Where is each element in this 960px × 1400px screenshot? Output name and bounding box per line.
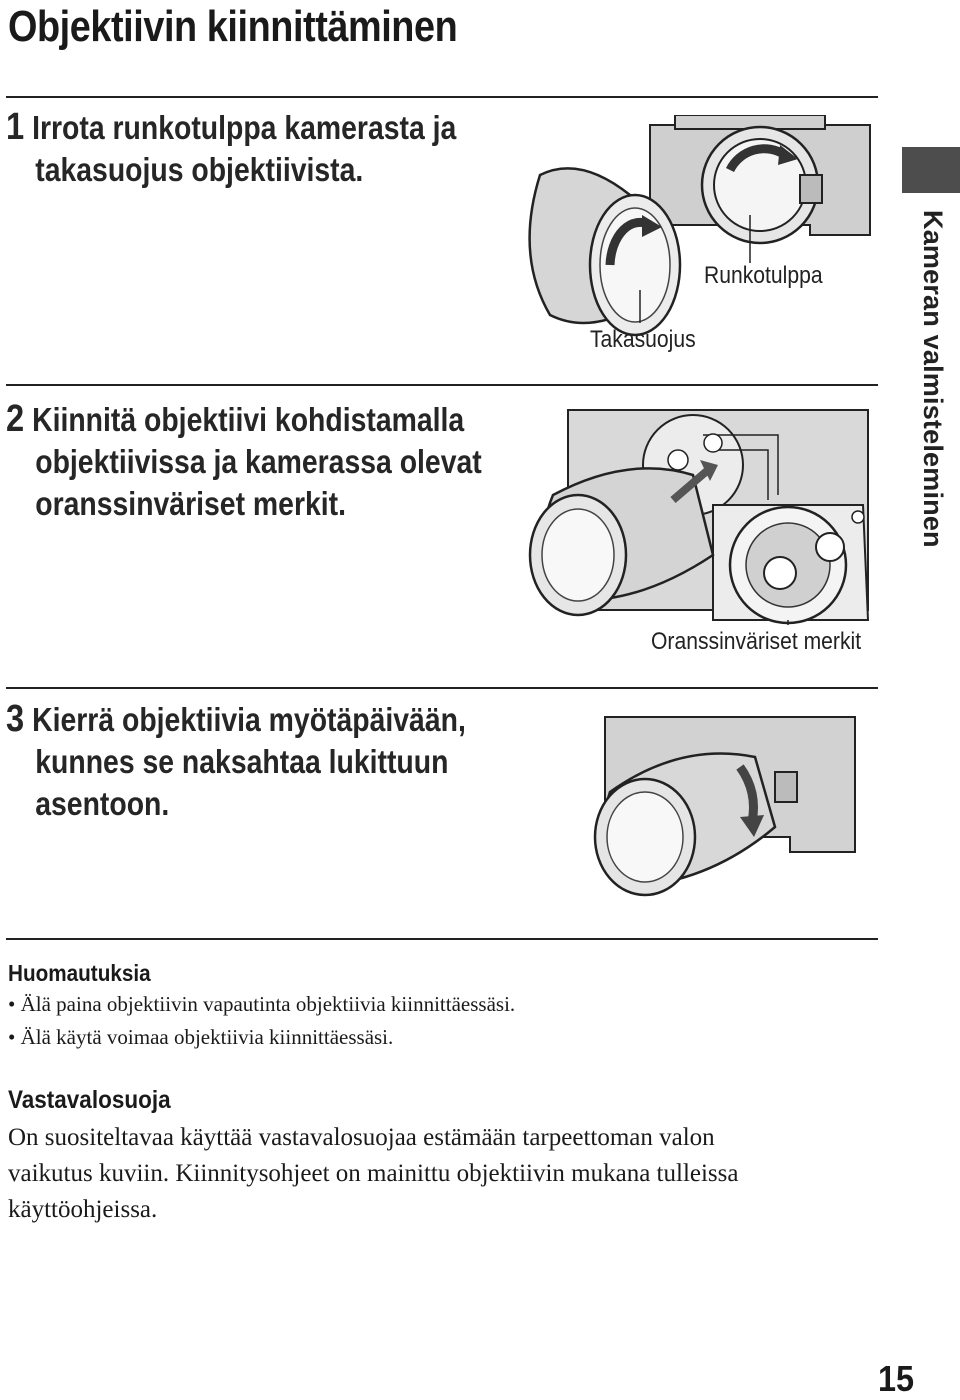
divider xyxy=(6,384,878,386)
illustration-align-marks xyxy=(518,405,880,625)
paragraph-line: käyttöohjeissa. xyxy=(8,1196,158,1223)
step-3 xyxy=(6,698,466,825)
note-item: • Älä käytä voimaa objektiivia kiinnittäessäsi. xyxy=(8,1025,394,1049)
page-title: Objektiivin kiinnittäminen xyxy=(8,2,458,51)
illustration-rotate-lens xyxy=(590,712,860,897)
body-cap-label: Runkotulppa xyxy=(704,262,823,289)
lens-hood-paragraph xyxy=(8,1120,888,1228)
step-text: Irrota runkotulppa kamerasta ja xyxy=(32,109,457,146)
step-2 xyxy=(6,398,482,525)
rear-cap-label: Takasuojus xyxy=(590,326,696,353)
step-text: kunnes se naksahtaa lukittuun xyxy=(35,743,449,780)
notes-heading: Huomautuksia xyxy=(8,960,151,986)
orange-mark-icon xyxy=(816,533,844,561)
note-item: • Älä paina objektiivin vapautinta objektiivia kiinnittäessäsi. xyxy=(8,992,516,1016)
paragraph-line: vaikutus kuviin. Kiinnitysohjeet on mainittu objektiivin mukana tulleissa xyxy=(8,1160,739,1187)
lens-hood-heading: Vastavalosuoja xyxy=(8,1086,171,1114)
step-text: asentoon. xyxy=(35,785,170,822)
orange-marks-label: Oranssinväriset merkit xyxy=(651,628,862,655)
note-text: Älä paina objektiivin vapautinta objektiivia kiinnittäessäsi. xyxy=(20,992,516,1016)
paragraph-line: On suositeltavaa käyttää vastavalosuojaa estämään tarpeettoman valon xyxy=(8,1124,715,1151)
step-1 xyxy=(6,106,456,191)
section-tab-marker xyxy=(902,147,960,193)
orange-mark-icon xyxy=(668,450,688,470)
page-number: 15 xyxy=(878,1358,915,1399)
step-text: Kiinnitä objektiivi kohdistamalla xyxy=(32,401,465,438)
step-text: Kierrä objektiivia myötäpäivään, xyxy=(32,701,466,738)
step-text: objektiivissa ja kamerassa olevat xyxy=(35,443,482,480)
divider xyxy=(6,96,878,98)
orange-mark-icon xyxy=(764,557,796,589)
section-tab-label: Kameran valmisteleminen xyxy=(918,210,948,548)
step-number: 1 xyxy=(6,106,25,148)
step-text: takasuojus objektiivista. xyxy=(35,151,364,188)
illustration-remove-caps xyxy=(510,115,880,360)
divider xyxy=(6,938,878,940)
step-number: 2 xyxy=(6,398,25,440)
divider xyxy=(6,687,878,689)
step-number: 3 xyxy=(6,698,25,740)
step-text: oranssinväriset merkit. xyxy=(35,485,346,522)
note-text: Älä käytä voimaa objektiivia kiinnittäessäsi. xyxy=(20,1025,394,1049)
